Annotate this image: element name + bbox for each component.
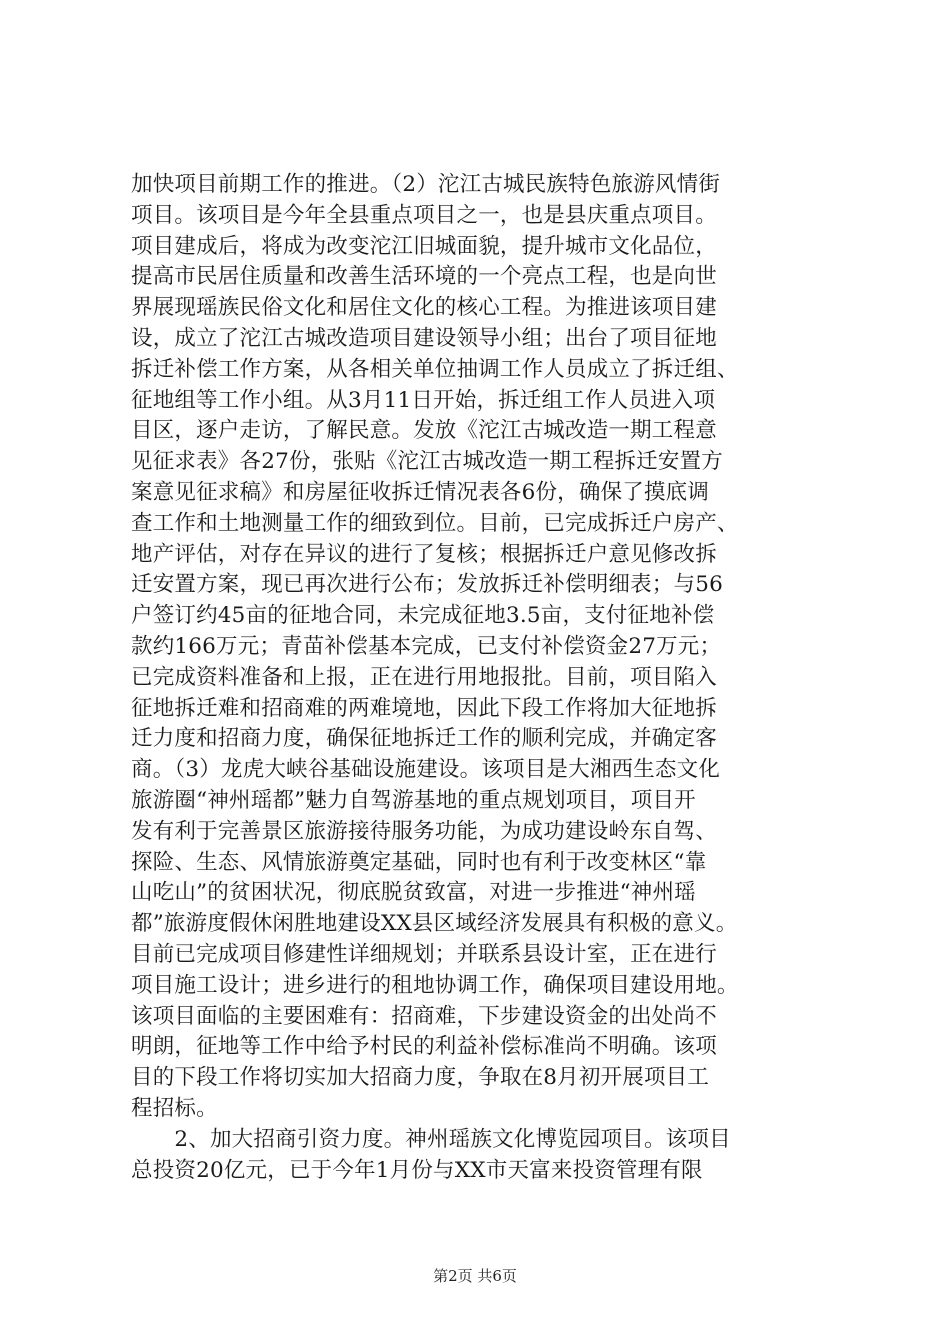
body-text [131,170,831,1186]
text-line: 程招标。 [131,1095,218,1121]
text-line: 目的下段工作将切实加大招商力度，争取在8月初开展项目工 [131,1065,710,1091]
text-line: 征地拆迁难和招商难的两难境地，因此下段工作将加大征地拆 [131,695,717,721]
text-line: 加快项目前期工作的推进。（2）沱江古城民族特色旅游风情街 [131,172,721,197]
text-line: 征地组等工作小组。从3月11日开始，拆迁组工作人员进入项 [131,387,716,413]
text-line: 项目。该项目是今年全县重点项目之一，也是县庆重点项目。 [131,202,717,228]
text-line: 总投资20亿元，已于今年1月份与XX市天富来投资管理有限 [131,1157,703,1183]
text-line: 迁安置方案，现已再次进行公布；发放拆迁补偿明细表；与56 [131,572,723,598]
text-line: 案意见征求稿》和房屋征收拆迁情况表各6份，确保了摸底调 [131,479,710,505]
text-line: 旅游圈“神州瑶都”魅力自驾游基地的重点规划项目，项目开 [131,787,696,813]
text-line: 山吃山”的贫困状况，彻底脱贫致富，对进一步推进“神州瑶 [131,880,696,906]
text-line: 商。（3）龙虎大峡谷基础设施建设。该项目是大湘西生态文化 [131,757,721,783]
text-line: 款约166万元；青苗补偿基本完成，已支付补偿资金27万元； [131,633,722,659]
page-footer: 第2页 共6页 [433,1267,517,1285]
text-line: 设，成立了沱江古城改造项目建设领导小组；出台了项目征地 [131,325,717,351]
text-line: 户签订约45亩的征地合同，未完成征地3.5亩，支付征地补偿 [131,603,715,629]
text-line: 明朗，征地等工作中给予村民的利益补偿标准尚不明确。该项 [131,1034,717,1060]
text-line: 都”旅游度假休闲胜地建设XX县区域经济发展具有积极的意义。 [131,911,738,937]
text-line: 迁力度和招商力度，确保征地拆迁工作的顺利完成，并确定客 [131,726,717,752]
text-line: 界展现瑶族民俗文化和居住文化的核心工程。为推进该项目建 [131,295,717,321]
text-line: 发有利于完善景区旅游接待服务功能，为成功建设岭东自驾、 [131,818,717,844]
text-line: 地产评估，对存在异议的进行了复核；根据拆迁户意见修改拆 [131,541,717,567]
text-line: 已完成资料准备和上报，正在进行用地报批。目前，项目陷入 [131,664,717,690]
text-line: 目前已完成项目修建性详细规划；并联系县设计室，正在进行 [131,941,717,967]
text-line: 提高市民居住质量和改善生活环境的一个亮点工程，也是向世 [131,264,717,290]
text-line: 该项目面临的主要困难有：招商难，下步建设资金的出处尚不 [131,1003,717,1029]
text-line: 目区，逐户走访，了解民意。发放《沱江古城改造一期工程意 [131,418,717,444]
text-line: 项目建成后，将成为改变沱江旧城面貌，提升城市文化品位， [131,233,717,259]
text-line: 2、加大招商引资力度。神州瑶族文化博览园项目。该项目 [131,1126,731,1152]
text-line: 查工作和土地测量工作的细致到位。目前，已完成拆迁户房产、 [131,510,739,536]
text-line: 探险、生态、风情旅游奠定基础，同时也有利于改变林区“靠 [131,849,707,875]
text-line: 见征求表》各27份，张贴《沱江古城改造一期工程拆迁安置方 [131,449,723,475]
text-line: 项目施工设计；进乡进行的租地协调工作，确保项目建设用地。 [131,972,739,998]
text-line: 拆迁补偿工作方案，从各相关单位抽调工作人员成立了拆迁组、 [131,356,739,382]
